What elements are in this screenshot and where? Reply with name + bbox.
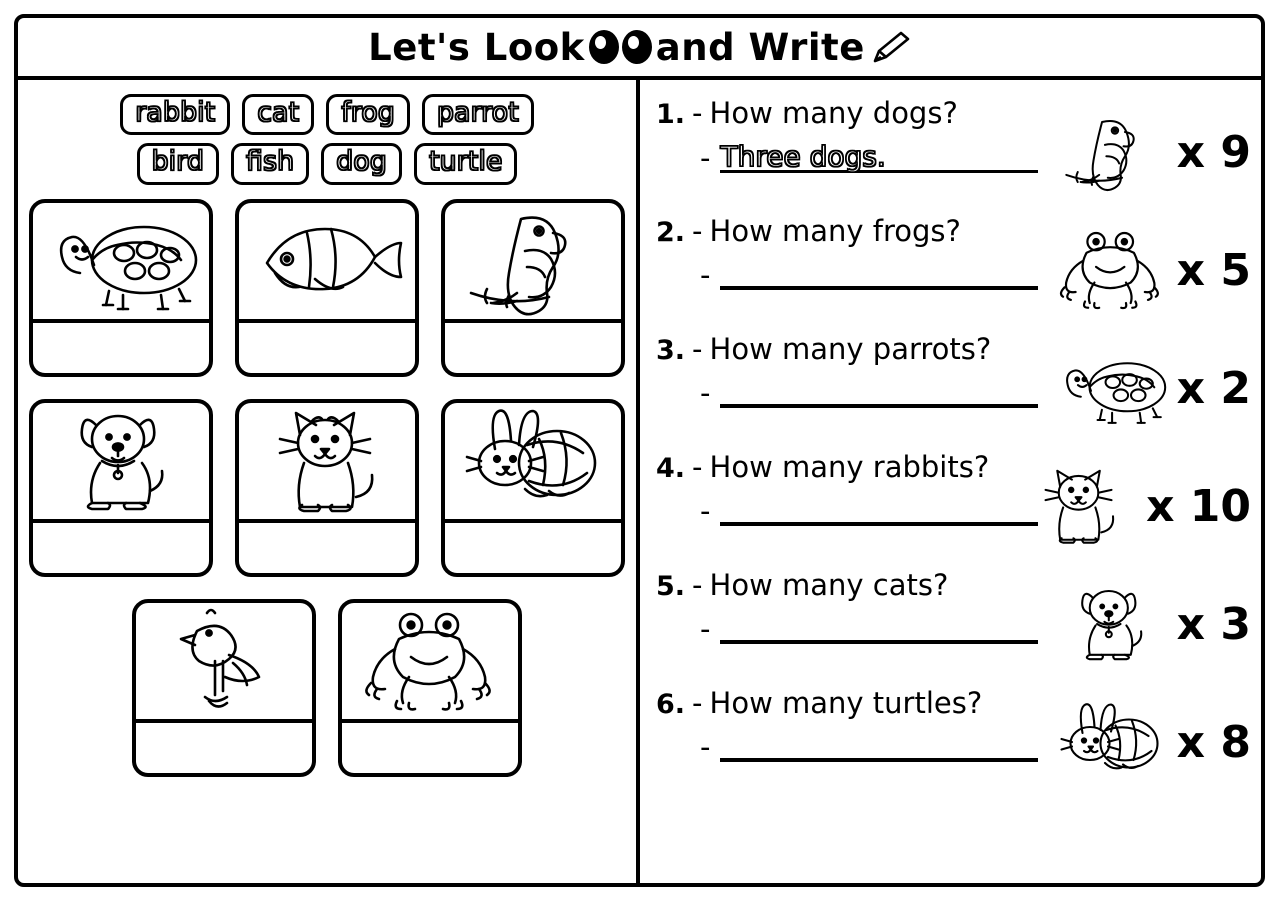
question-text: How many dogs?	[709, 96, 958, 130]
turtle-icon	[33, 203, 209, 323]
question-illustration	[1051, 686, 1251, 798]
question-item	[656, 214, 1261, 332]
word-chip-bird[interactable]: bird	[137, 143, 219, 184]
question-illustration	[1051, 568, 1251, 680]
question-illustration	[1051, 332, 1251, 444]
word-chip-rabbit[interactable]: rabbit	[120, 94, 230, 135]
question-dash: -	[692, 96, 703, 130]
worksheet-title-bar	[18, 18, 1261, 80]
dog-icon	[33, 403, 209, 523]
question-number: 4.	[656, 453, 686, 484]
frog-icon	[342, 603, 518, 723]
question-item	[656, 568, 1261, 686]
word-bank-row-2	[18, 143, 636, 184]
picture-card-parrot[interactable]	[441, 199, 625, 377]
word-chip-dog[interactable]: dog	[321, 143, 402, 184]
bird-icon	[136, 603, 312, 723]
answer-input[interactable]	[720, 494, 1038, 526]
answer-input[interactable]: Three dogs.	[720, 140, 1038, 173]
multiplier-count: x 8	[1176, 716, 1251, 768]
question-text: How many turtles?	[709, 686, 983, 720]
word-chip-cat[interactable]: cat	[242, 94, 314, 135]
eyes-icon	[589, 30, 652, 64]
question-item	[656, 332, 1261, 450]
card-write-line[interactable]	[239, 523, 415, 573]
picture-card-turtle[interactable]	[29, 199, 213, 377]
question-dash: -	[692, 214, 703, 248]
question-item	[656, 450, 1261, 568]
answer-dash: -	[700, 494, 711, 528]
card-write-line[interactable]	[445, 323, 621, 373]
question-text: How many parrots?	[709, 332, 992, 366]
answer-input[interactable]	[720, 258, 1038, 290]
answer-dash: -	[700, 141, 711, 175]
card-row-3	[18, 599, 636, 777]
picture-card-dog[interactable]	[29, 399, 213, 577]
cat-icon	[239, 403, 415, 523]
question-text: How many cats?	[709, 568, 949, 602]
answer-input[interactable]	[720, 730, 1038, 762]
turtle-icon	[1051, 334, 1171, 442]
question-number: 6.	[656, 689, 686, 720]
left-pane	[18, 80, 640, 883]
question-dash: -	[692, 686, 703, 720]
word-chip-frog[interactable]: frog	[326, 94, 410, 135]
rabbit-icon	[445, 403, 621, 523]
answer-dash: -	[700, 730, 711, 764]
cat-icon	[1020, 452, 1140, 560]
question-list	[640, 80, 1261, 804]
picture-card-cat[interactable]	[235, 399, 419, 577]
answer-dash: -	[700, 258, 711, 292]
rabbit-icon	[1051, 688, 1171, 796]
dog-icon	[1051, 570, 1171, 678]
card-write-line[interactable]	[239, 323, 415, 373]
picture-card-frog[interactable]	[338, 599, 522, 777]
picture-card-bird[interactable]	[132, 599, 316, 777]
question-number: 2.	[656, 217, 686, 248]
fish-icon	[239, 203, 415, 323]
word-bank-row-1	[18, 94, 636, 135]
question-dash: -	[692, 568, 703, 602]
question-illustration	[1020, 450, 1251, 562]
question-item	[656, 686, 1261, 804]
card-write-line[interactable]	[33, 523, 209, 573]
question-text: How many frogs?	[709, 214, 961, 248]
worksheet-body	[18, 80, 1261, 883]
word-chip-turtle[interactable]: turtle	[414, 143, 518, 184]
multiplier-count: x 10	[1146, 480, 1251, 532]
word-chip-fish[interactable]: fish	[231, 143, 309, 184]
question-text: How many rabbits?	[709, 450, 990, 484]
parrot-icon	[445, 203, 621, 323]
right-pane	[640, 80, 1261, 883]
answer-dash: -	[700, 612, 711, 646]
card-write-line[interactable]	[445, 523, 621, 573]
parrot-icon	[1051, 98, 1171, 206]
question-item	[656, 96, 1261, 214]
answer-input[interactable]	[720, 612, 1038, 644]
card-write-line[interactable]	[33, 323, 209, 373]
card-row-1	[18, 199, 636, 377]
multiplier-count: x 9	[1176, 126, 1251, 178]
question-number: 1.	[656, 99, 686, 130]
question-number: 3.	[656, 335, 686, 366]
title-text-part2: and Write	[655, 25, 865, 69]
word-chip-parrot[interactable]: parrot	[422, 94, 534, 135]
question-dash: -	[692, 332, 703, 366]
question-illustration	[1051, 96, 1251, 208]
pencil-icon	[871, 31, 911, 65]
page-title	[368, 26, 911, 69]
question-number: 5.	[656, 571, 686, 602]
picture-card-grid	[18, 199, 636, 777]
multiplier-count: x 5	[1176, 244, 1251, 296]
question-illustration	[1051, 214, 1251, 326]
card-write-line[interactable]	[136, 723, 312, 773]
title-text-part1: Let's Look	[368, 25, 585, 69]
answer-dash: -	[700, 376, 711, 410]
card-row-2	[18, 399, 636, 577]
picture-card-fish[interactable]	[235, 199, 419, 377]
multiplier-count: x 3	[1176, 598, 1251, 650]
word-bank	[18, 80, 636, 185]
answer-input[interactable]	[720, 376, 1038, 408]
multiplier-count: x 2	[1176, 362, 1251, 414]
frog-icon	[1051, 216, 1171, 324]
worksheet-page	[14, 14, 1265, 887]
picture-card-rabbit[interactable]	[441, 399, 625, 577]
question-dash: -	[692, 450, 703, 484]
card-write-line[interactable]	[342, 723, 518, 773]
